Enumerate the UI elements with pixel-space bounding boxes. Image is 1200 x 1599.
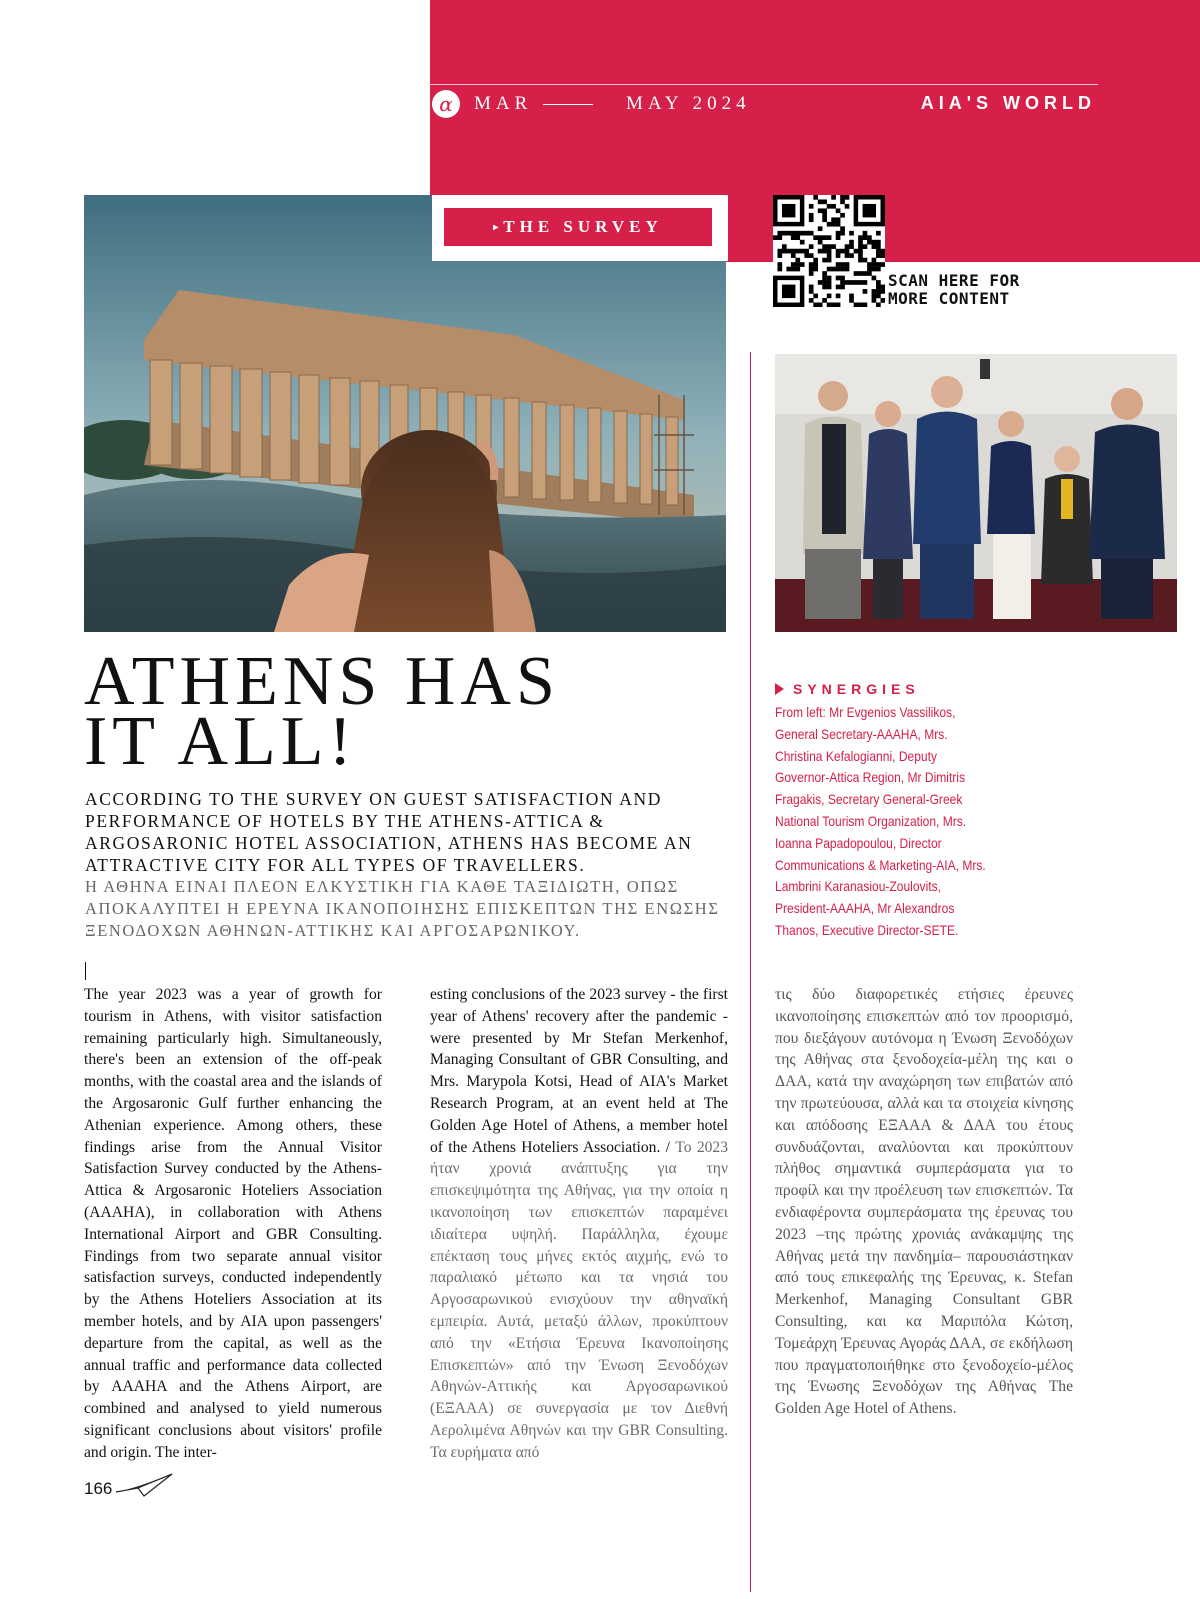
article-title-line1: ATHENS HAS: [84, 643, 560, 720]
survey-tag-label: THE SURVEY: [503, 217, 663, 236]
issue-month-start: MAR: [474, 93, 533, 114]
article-title: [84, 643, 734, 780]
text-cursor: [85, 962, 86, 980]
body-column-1: The year 2023 was a year of growth for tourism in Athens, with visitor satisfaction remaining particularly high. Simultaneously, there's been an extension of the off-peak months, with the coastal area and the islands of the Argosaronic Gulf further enhancing the Athenian experience. Among others, these findings arise from the Annual Visitor Satisfaction Survey conducted by the Athens-Attica & Argosaronic Hoteliers Association (AAAHA), in collaboration with Athens International Airport and GBR Consulting. Findings from two separate annual visitor satisfaction surveys, conducted independently by the Athens Hoteliers Association at its member hotels, and by AIA upon passengers' departure from the capital, as well as the annual traffic and performance data collected by AAAHA and the Athens Airport, are combined and analysed to yield numerous significant conclusions about visitors' profile and origin. The inter-: [84, 986, 382, 1461]
body-column-3: τις δύο διαφορετικές ετήσιες έρευνες ικανοποίησης επισκεπτών από τον προορισμό, που διεξάγουν αυτόνομα η Ένωση Ξενοδόχων της Αθήνας στα ξενοδοχεία-μέλη της και ο ΔΑΑ, κατά την αναχώρηση των επιβατών από την πρωτεύουσα, αλλά και τα στοιχεία κίνησης και απόδοσης ΕΞΑΑΑ & ΔΑΑ του έτους συνδυάζονται, αναλύονται και προκύπτουν πλήθος σημαντικά συμπεράσματα για το προφίλ και την προέλευση των επισκεπτών. Τα ενδιαφέροντα συμπεράσματα της έρευνας του 2023 –της πρώτης χρονιάς ανάκαμψης της Αθήνας μετά την πανδημία– παρουσιάστηκαν από τους επικεφαλής της Έρευνας, κ. Stefan Merkenhof, Managing Consultant GBR Consulting, και κα Μαριπόλα Κώτση, Τομεάρχη Έρευνας Αγοράς ΔΑΑ, σε εκδήλωση που πραγματοποιήθηκε στο ξενοδοχείο-μέλος της Ένωσης Ξενοδόχων της Αθήνας The Golden Age Hotel of Athens.: [775, 986, 1073, 1418]
lead-greek: Η ΑΘΗΝΑ ΕΙΝΑΙ ΠΛΕΟΝ ΕΛΚΥΣΤΙΚΗ ΓΙΑ ΚΑΘΕ ΤΑΞΙΔΙΩΤΗ, ΟΠΩΣ ΑΠΟΚΑΛΥΠΤΕΙ Η ΕΡΕΥΝΑ ΙΚΑΝΟΠΟΙΗΣΗΣ ΕΠΙΣΚΕΠΤΩΝ ΤΗΣ ΕΝΩΣΗΣ ΞΕΝΟΔΟΧΩΝ ΑΘΗΝΩΝ-ΑΤΤΙΚΗΣ ΚΑΙ ΑΡΓΟΣΑΡΩΝΙΚΟΥ.: [85, 877, 720, 940]
synergies-group-photo: [775, 354, 1177, 632]
qr-caption: [888, 272, 1020, 308]
qr-caption-line1: SCAN HERE FOR: [888, 271, 1020, 290]
magazine-logo-icon: α: [432, 90, 460, 118]
body-column-2-greek: Το 2023 ήταν χρονιά ανάπτυξης για την επισκεψιμότητα της Αθήνας, για την οποία η ικανοποίηση των επισκεπτών παραμένει ιδιαίτερα υψηλή. Παράλληλα, έχουμε επέκταση τους μήνες εκτός αιχμής, ενώ το παραλιακό μέτωπο και τα νησιά του Αργοσαρωνικού ενισχύουν την αθηναϊκή εμπειρία. Αυτά, μεταξύ άλλων, προκύπτουν από την «Ετήσια Έρευνα Ικανοποίησης Επισκεπτών» από την Ένωση Ξενοδόχων Αθηνών-Αττικής και Αργοσαρωνικού (ΕΞΑΑΑ) σε συνεργασία με τον Διεθνή Αερολιμένα Αθηνών και την GBR Consulting. Τα ευρήματα από: [430, 1138, 729, 1461]
caption-heading-text: SYNERGIES: [793, 681, 920, 697]
article-title-line2: IT ALL!: [84, 703, 357, 780]
qr-code-icon: [773, 195, 885, 307]
survey-tag: [444, 208, 712, 246]
caption-triangle-icon: [775, 683, 784, 695]
paper-plane-icon: [114, 1470, 176, 1498]
issue-month-end: MAY 2024: [626, 93, 751, 114]
section-title: AIA'S WORLD: [920, 93, 1096, 113]
qr-code[interactable]: [773, 195, 885, 307]
body-column-2-english: esting conclusions of the 2023 survey - the first year of Athens' recovery after the pandemic - were presented by Mr Stefan Merkenhof, Managing Consultant of GBR Consulting, and Mrs. Marypola Kotsi, Head of AIA's Market Research Program, at an event held at The Golden Age Hotel of Athens, a member hotel of the Athens Hoteliers Association. /: [430, 986, 728, 1156]
column-divider: [750, 352, 751, 1592]
lead-english: ACCORDING TO THE SURVEY ON GUEST SATISFACTION AND PERFORMANCE OF HOTELS BY THE ATHENS-ATTICA & ARGOSARONIC HOTEL ASSOCIATION, ATHENS HAS BECOME AN ATTRACTIVE CITY FOR ALL TYPES OF TRAVELLERS.: [85, 789, 693, 875]
caption-heading: [775, 681, 920, 697]
caption-text: From left: Mr Evgenios Vassilikos, General Secretary-AAAHA, Mrs. Christina Kefalogianni, Deputy Governor-Attica Region, Mr Dimitris Fragakis, Secretary General-Greek National Tourism Organization, Mrs. Ioanna Papadopoulou, Director Communications & Marketing-AIA, Mrs. Lambrini Karanasiou-Zoulovits, President-AAAHA, Mr Alexandros Thanos, Executive Director-SETE.: [775, 704, 986, 938]
page-number: 166: [84, 1479, 113, 1498]
body-column-2: [430, 984, 728, 1464]
header-rule: [430, 84, 1098, 85]
qr-caption-line2: MORE CONTENT: [888, 289, 1010, 308]
issue-date-dash: [543, 104, 593, 105]
play-triangle-icon: ▸: [493, 222, 504, 233]
